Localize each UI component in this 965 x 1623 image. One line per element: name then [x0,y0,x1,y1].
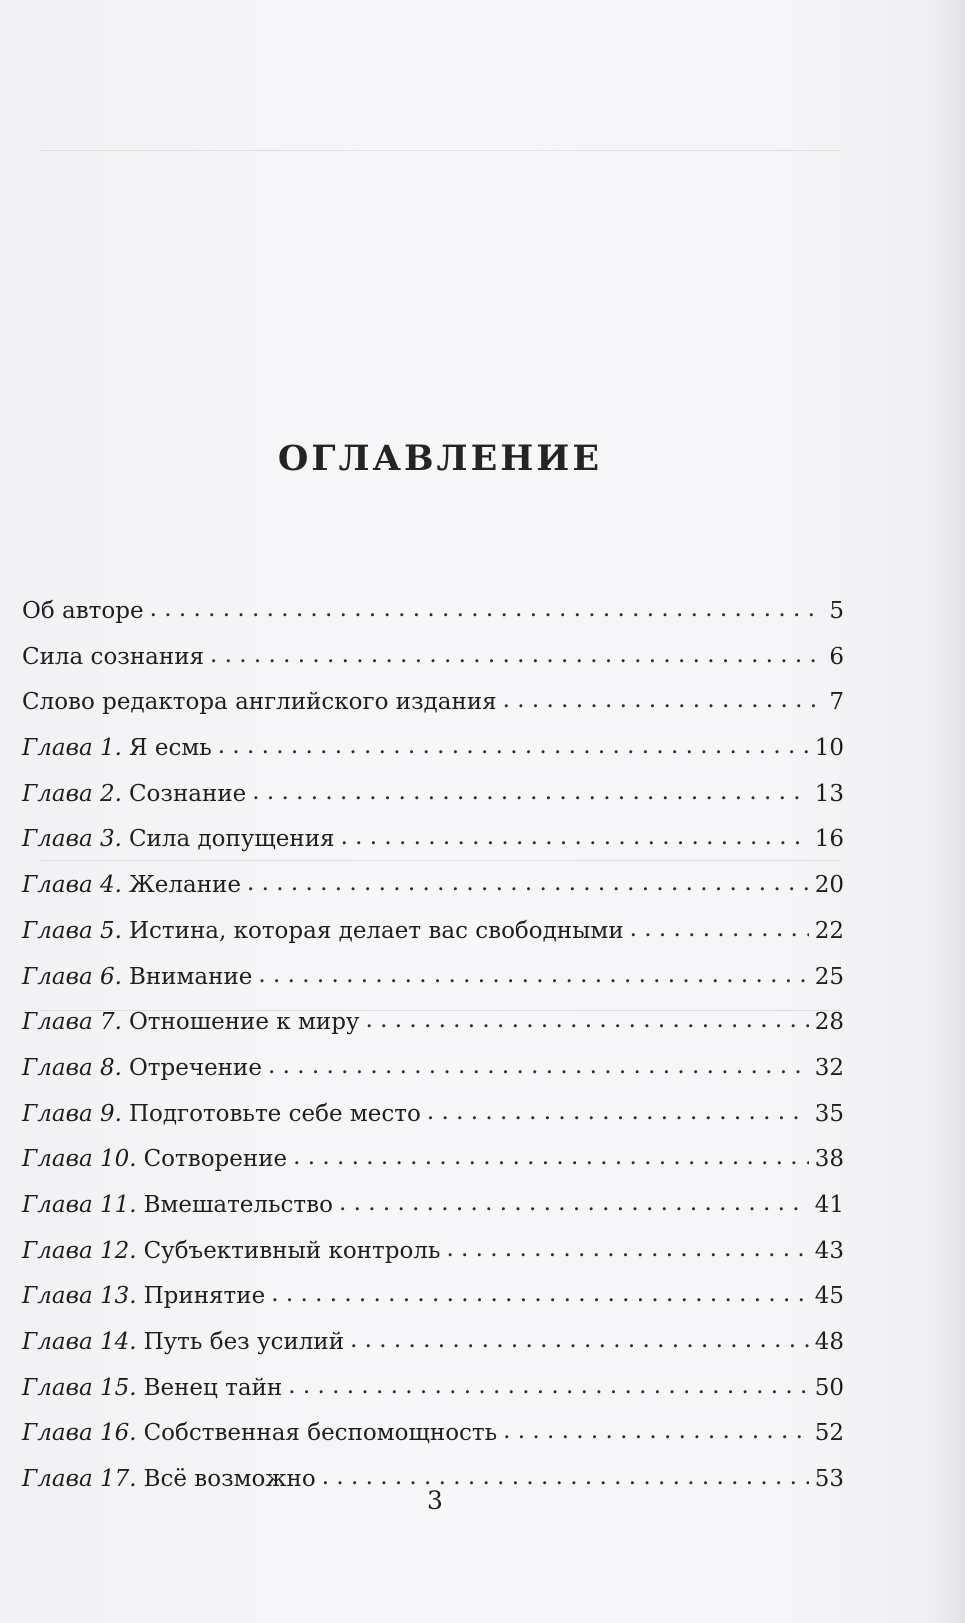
toc-chapter-label: Глава 7. [22,1009,122,1036]
dot-leader [288,1373,808,1399]
toc-entry[interactable] [22,1101,844,1147]
toc-chapter-label: Глава 17. [22,1466,137,1493]
toc-entry-title: Сила допущения [128,826,335,853]
toc-chapter-label: Глава 11. [22,1191,137,1218]
toc-entry[interactable] [22,1420,844,1466]
page-number: 3 [427,1486,443,1515]
dot-leader [503,687,824,713]
toc-entry[interactable] [22,644,844,690]
toc-entry-title: Собственная беспомощность [143,1420,498,1447]
toc-entry[interactable] [22,1009,844,1055]
toc-chapter-label: Глава 12. [22,1237,137,1264]
toc-entry-title: Сотворение [143,1146,288,1173]
toc-page-number: 32 [814,1054,844,1081]
dot-leader [271,1281,809,1307]
toc-chapter-label: Глава 5. [22,917,122,944]
dot-leader [365,1007,808,1033]
toc-page-number: 48 [814,1329,844,1355]
dot-leader [350,1327,809,1353]
toc-entry[interactable] [22,1375,844,1421]
toc-chapter-label: Глава 13. [22,1283,137,1310]
dot-leader [258,962,808,988]
dot-leader [503,1418,809,1444]
toc-page-number: 16 [814,826,844,853]
toc-entry-title: Субъективный контроль [143,1237,441,1264]
toc-entry[interactable] [22,918,844,964]
dot-leader [247,870,809,896]
toc-entry-title: Истина, которая делает вас свободными [128,917,624,944]
toc-entry-title: Подготовьте себе место [128,1100,421,1127]
dot-leader [210,642,823,668]
toc-page-number: 5 [829,598,844,624]
toc-entry[interactable] [22,826,844,872]
dot-leader [427,1099,809,1125]
toc-page-number: 52 [814,1420,844,1447]
toc-page-number: 50 [814,1374,844,1401]
toc-entry-title: Я есмь [128,735,212,762]
toc-entry-title: Принятие [143,1283,266,1310]
toc-entry-title: Отношение к миру [128,1009,360,1036]
toc-chapter-label: Глава 8. [22,1054,122,1081]
dot-leader [293,1144,809,1170]
toc-page-number: 6 [829,643,844,670]
toc-entry-title: Внимание [128,963,253,990]
toc-entry-title: Об авторе [22,598,144,624]
toc-page-number: 7 [829,689,844,716]
toc-chapter-label: Глава 15. [22,1374,137,1401]
toc-entry[interactable] [22,1192,844,1238]
dot-leader [150,596,824,622]
toc-chapter-label: Глава 6. [22,963,122,990]
toc-entry[interactable] [22,781,844,827]
toc-entry[interactable] [22,735,844,781]
toc-entry[interactable] [22,1238,844,1284]
toc-page-number: 10 [814,735,844,762]
table-of-contents [22,598,844,1512]
toc-entry[interactable] [22,872,844,918]
toc-chapter-label: Глава 3. [22,826,122,853]
toc-entry[interactable] [22,1146,844,1192]
toc-entry-title: Отречение [128,1054,262,1081]
toc-entry[interactable] [22,598,844,644]
toc-page-number: 35 [814,1100,844,1127]
toc-page-number: 43 [814,1237,844,1264]
toc-entry-title: Слово редактора английского издания [22,689,497,716]
toc-chapter-label: Глава 9. [22,1100,122,1127]
toc-page-number: 28 [814,1009,844,1036]
dot-leader [341,824,809,850]
toc-page-number: 13 [814,780,844,807]
toc-chapter-label: Глава 2. [22,780,122,807]
toc-entry[interactable] [22,1329,844,1375]
dot-leader [339,1190,809,1216]
toc-entry[interactable] [22,964,844,1010]
dot-leader [268,1053,809,1079]
toc-entry[interactable] [22,1055,844,1101]
toc-entry-title: Путь без усилий [143,1329,345,1355]
dot-leader [218,733,809,759]
dot-leader [630,916,809,942]
page-spine-shadow [935,0,965,1623]
toc-entry-title: Всё возможно [143,1466,316,1493]
toc-chapter-label: Глава 16. [22,1420,137,1447]
toc-page-number: 38 [814,1146,844,1173]
toc-page-number: 22 [814,917,844,944]
toc-entry[interactable] [22,1283,844,1329]
dot-leader [252,779,808,805]
toc-entry-title: Сила сознания [22,643,205,670]
toc-chapter-label: Глава 1. [22,735,122,762]
toc-page-number: 45 [814,1283,844,1310]
toc-page-number: 20 [814,872,844,899]
page-title: ОГЛАВЛЕНИЕ [277,438,603,479]
toc-entry-title: Сознание [128,780,247,807]
dot-leader [446,1236,808,1262]
toc-entry-title: Вмешательство [143,1191,333,1218]
toc-page-number: 41 [814,1191,844,1218]
toc-entry-title: Венец тайн [143,1374,283,1401]
toc-chapter-label: Глава 4. [22,872,122,899]
toc-page-number: 25 [814,963,844,990]
toc-entry-title: Желание [128,872,241,899]
toc-chapter-label: Глава 10. [22,1146,137,1173]
toc-entry[interactable] [22,689,844,735]
toc-chapter-label: Глава 14. [22,1329,137,1355]
toc-page-number: 53 [814,1466,844,1493]
